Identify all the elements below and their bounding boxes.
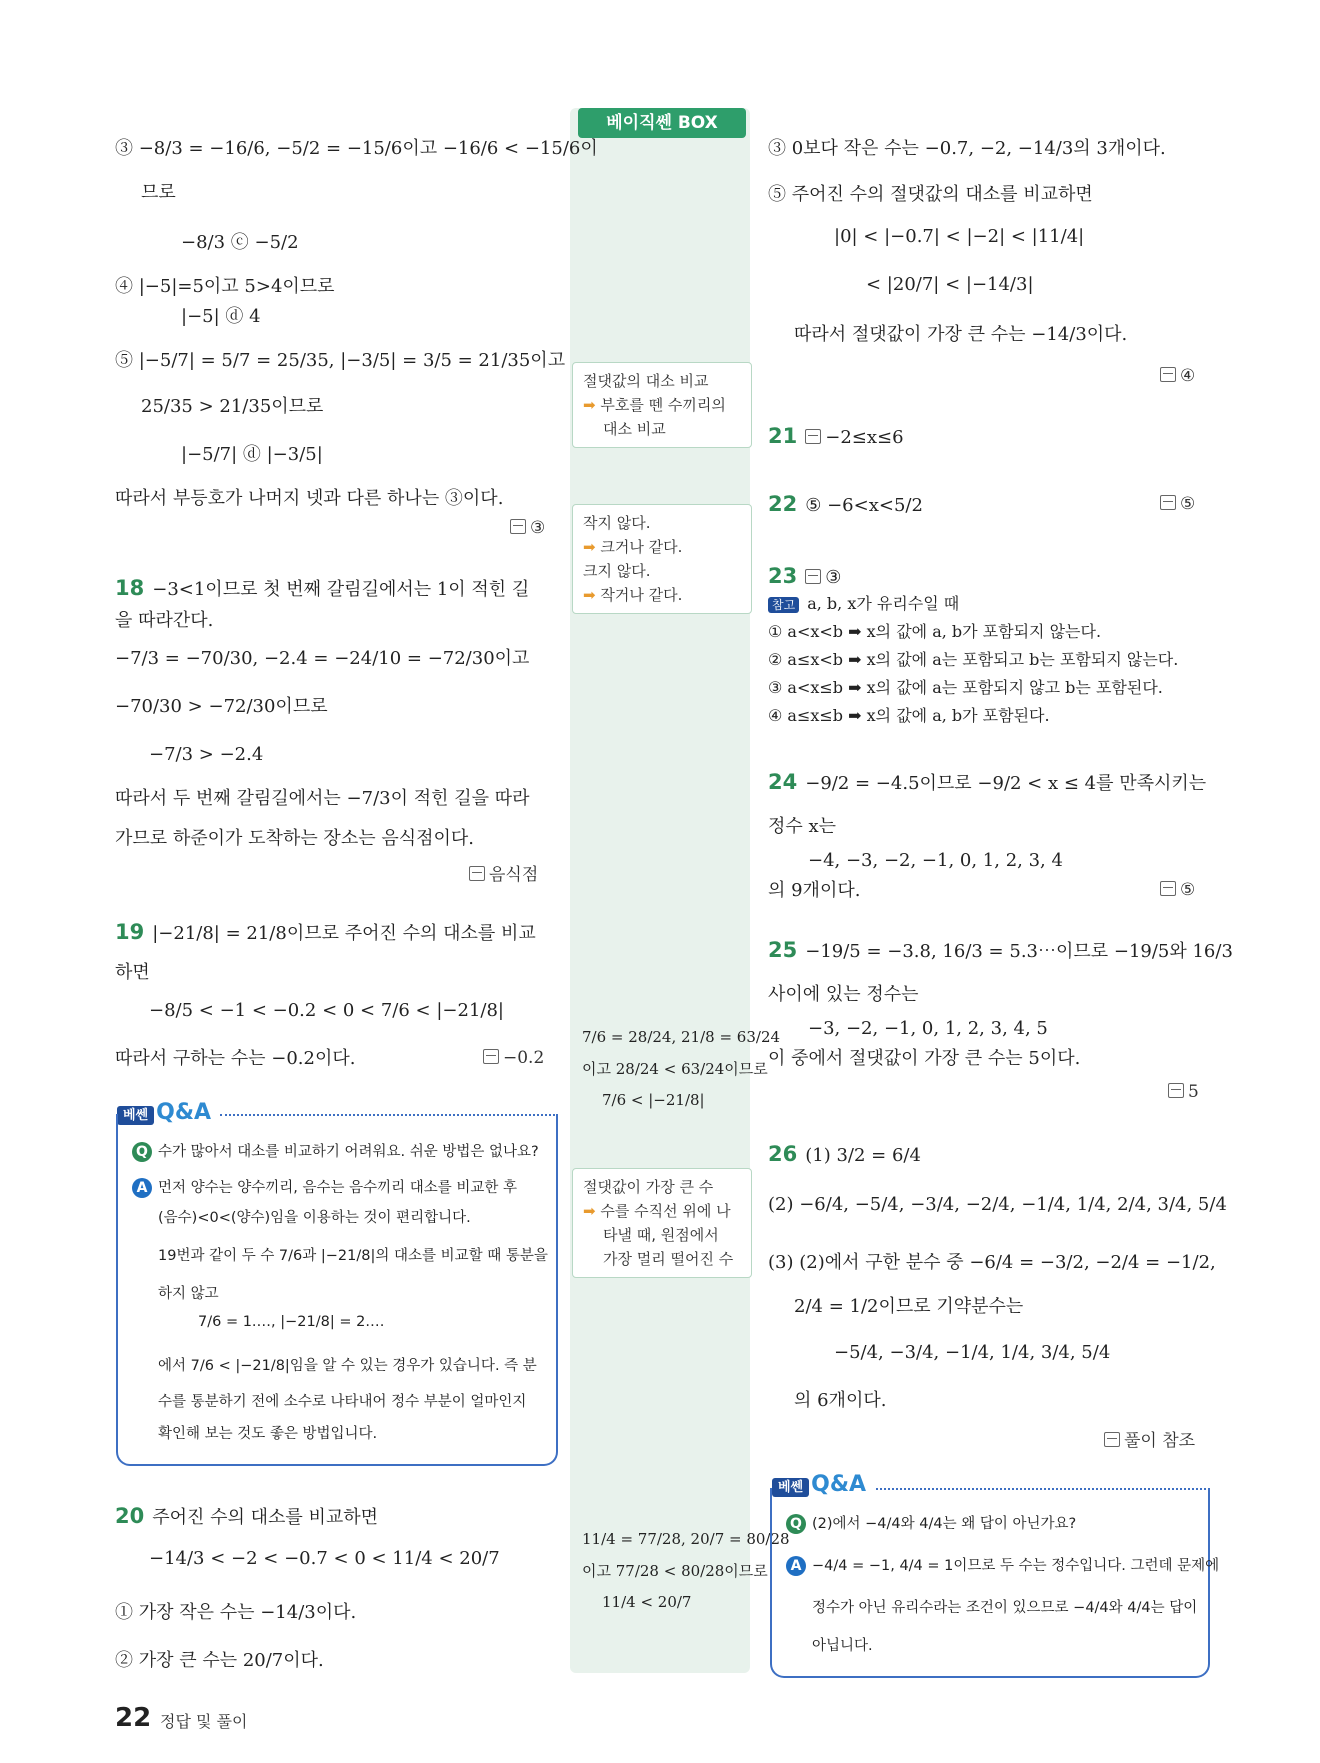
qa-box — [116, 1114, 558, 1466]
qa-question: Q (2)에서 −4/4와 4/4는 왜 답이 아닌가요? — [786, 1512, 1076, 1534]
solution-line: ① 가장 작은 수는 −14/3이다. — [115, 1602, 357, 1623]
note-line: 작거나 같다. — [600, 586, 683, 604]
basic-box-column — [570, 108, 750, 1673]
reference-line: ③ a<x≤b ➡ x의 값에 a는 포함되지 않고 b는 포함된다. — [768, 678, 1163, 697]
answer-icon — [483, 1049, 499, 1064]
solution-line: ⑤ 주어진 수의 절댓값의 대소를 비교하면 — [768, 184, 1093, 205]
box-title: 베이직쎈 BOX — [578, 108, 746, 138]
solution-line: 의 6개이다. — [794, 1390, 887, 1411]
page-label: 정답 및 풀이 — [160, 1712, 248, 1731]
solution-line: 2/4 = 1/2이므로 기약분수는 — [794, 1296, 1024, 1317]
side-note-max-abs — [572, 1168, 752, 1278]
qa-answer-line: 아닙니다. — [812, 1638, 873, 1654]
solution-line: −7/3 > −2.4 — [149, 744, 264, 765]
qa-box — [770, 1488, 1220, 1678]
solution-line: 므로 — [141, 182, 176, 203]
qa-answer-line: 확인해 보는 것도 좋은 방법입니다. — [158, 1426, 378, 1442]
reference-line: ① a<x<b ➡ x의 값에 a, b가 포함되지 않는다. — [768, 622, 1102, 641]
calc-line: 11/4 = 77/28, 20/7 = 80/28 — [582, 1530, 790, 1548]
note-line: 절댓값의 대소 비교 — [583, 372, 709, 390]
answer-icon — [805, 569, 821, 584]
solution-line: |−5/7| ⓓ |−3/5| — [181, 444, 323, 465]
note-line: 크지 않다. — [583, 562, 651, 580]
qa-answer-line: 에서 7/6 < |−21/8|임을 알 수 있는 경우가 있습니다. 즉 분 — [158, 1358, 537, 1374]
note-line: 작지 않다. — [583, 514, 651, 532]
qa-question: Q 수가 많아서 대소를 비교하기 어려워요. 쉬운 방법은 없나요? — [132, 1140, 539, 1162]
calc-line: 이고 77/28 < 80/28이므로 — [582, 1562, 768, 1580]
answer-icon — [1160, 881, 1176, 896]
solution-line: 을 따라간다. — [115, 610, 214, 631]
solution-line: |0| < |−0.7| < |−2| < |11/4| — [834, 226, 1085, 247]
solution-line: (3) (2)에서 구한 분수 중 −6/4 = −3/2, −2/4 = −1/2, — [768, 1252, 1216, 1273]
calc-line: 11/4 < 20/7 — [602, 1593, 692, 1611]
solution-line: 하면 — [115, 962, 150, 983]
question-22: 22 ⑤ −6<x<5/2 — [768, 492, 923, 516]
page-number: 22 — [115, 1703, 152, 1733]
qa-answer-line: 정수가 아닌 유리수라는 조건이 있으므로 −4/4와 4/4는 답이 — [812, 1600, 1198, 1616]
calc-line: 이고 28/24 < 63/24이므로 — [582, 1060, 768, 1078]
side-calc-19 — [582, 1028, 780, 1109]
note-line: 수를 수직선 위에 나 — [600, 1202, 731, 1220]
answer: ③ — [510, 518, 545, 538]
solution-line: 가므로 하준이가 도착하는 장소는 음식점이다. — [115, 828, 474, 849]
note-line: 절댓값이 가장 큰 수 — [583, 1178, 714, 1196]
solution-line: (2) −6/4, −5/4, −3/4, −2/4, −1/4, 1/4, 2/4, 3/4, 5/4 — [768, 1194, 1227, 1215]
solution-line: ④ |−5|=5이고 5>4이므로 — [115, 276, 335, 297]
solution-line: 이 중에서 절댓값이 가장 큰 수는 5이다. — [768, 1048, 1081, 1069]
answer: ⑤ — [1160, 880, 1195, 900]
answer-icon — [469, 866, 485, 881]
solution-line: −14/3 < −2 < −0.7 < 0 < 11/4 < 20/7 — [149, 1548, 500, 1569]
solution-line: 의 9개이다. — [768, 880, 861, 901]
answer: 풀이 참조 — [1104, 1426, 1195, 1451]
question-24: 24 −9/2 = −4.5이므로 −9/2 < x ≤ 4를 만족시키는 — [768, 770, 1207, 794]
solution-line: −7/3 = −70/30, −2.4 = −24/10 = −72/30이고 — [115, 648, 530, 669]
solution-line: 25/35 > 21/35이므로 — [141, 396, 324, 417]
solution-line: 따라서 두 번째 갈림길에서는 −7/3이 적힌 길을 따라 — [115, 788, 530, 809]
solution-line: −5/4, −3/4, −1/4, 1/4, 3/4, 5/4 — [834, 1342, 1111, 1363]
solution-line: ② 가장 큰 수는 20/7이다. — [115, 1650, 324, 1671]
note-line: 대소 비교 — [603, 420, 666, 438]
qa-answer: A 먼저 양수는 양수끼리, 음수는 음수끼리 대소를 비교한 후 — [132, 1176, 517, 1198]
reference-note: 참고 a, b, x가 유리수일 때 — [768, 594, 959, 613]
note-line: 크거나 같다. — [600, 538, 683, 556]
qa-answer-line: 하지 않고 — [158, 1286, 219, 1302]
solution-line: < |20/7| < |−14/3| — [866, 274, 1034, 295]
question-21: 21 −2≤x≤6 — [768, 424, 904, 448]
arrow-icon: ➡ — [583, 1202, 596, 1220]
solution-line: −70/30 > −72/30이므로 — [115, 696, 328, 717]
solution-line: 따라서 절댓값이 가장 큰 수는 −14/3이다. — [794, 324, 1128, 345]
answer: ④ — [1160, 366, 1195, 386]
question-18: 18 −3<1이므로 첫 번째 갈림길에서는 1이 적힌 길 — [115, 576, 530, 600]
solution-line: 따라서 부등호가 나머지 넷과 다른 하나는 ③이다. — [115, 488, 504, 509]
question-20: 20 주어진 수의 대소를 비교하면 — [115, 1504, 379, 1528]
qa-badge: 베쎈 Q&A — [772, 1472, 866, 1497]
side-note-inequality-words — [572, 504, 752, 614]
side-calc-20 — [582, 1530, 790, 1611]
side-note-abs-compare — [572, 362, 752, 448]
calc-line: 7/6 < |−21/8| — [602, 1091, 705, 1109]
answer: ⑤ — [1160, 494, 1195, 514]
question-19: 19 |−21/8| = 21/8이므로 주어진 수의 대소를 비교 — [115, 920, 536, 944]
solution-line: |−5| ⓓ 4 — [181, 306, 261, 327]
answer: 5 — [1168, 1082, 1199, 1102]
answer-icon — [1104, 1432, 1120, 1447]
arrow-icon: ➡ — [583, 586, 596, 604]
answer-icon — [1160, 495, 1176, 510]
question-26: 26 (1) 3/2 = 6/4 — [768, 1142, 921, 1166]
solution-line: ⑤ |−5/7| = 5/7 = 25/35, |−3/5| = 3/5 = 21/35이고 — [115, 350, 566, 371]
answer-icon — [1160, 367, 1176, 382]
solution-line: −3, −2, −1, 0, 1, 2, 3, 4, 5 — [808, 1018, 1048, 1039]
solution-line: −8/3 ⓒ −5/2 — [181, 232, 299, 253]
answer-icon — [805, 429, 821, 444]
answer: −0.2 — [483, 1048, 544, 1068]
answer: 음식점 — [469, 860, 538, 885]
reference-line: ④ a≤x≤b ➡ x의 값에 a, b가 포함된다. — [768, 706, 1050, 725]
reference-line: ② a≤x<b ➡ x의 값에 a는 포함되고 b는 포함되지 않는다. — [768, 650, 1179, 669]
note-line: 부호를 뗀 수끼리의 — [600, 396, 726, 414]
solution-line: ③ 0보다 작은 수는 −0.7, −2, −14/3의 3개이다. — [768, 138, 1166, 159]
answer-icon — [1168, 1083, 1184, 1098]
solution-line: 정수 x는 — [768, 816, 837, 837]
arrow-icon: ➡ — [583, 538, 596, 556]
question-25: 25 −19/5 = −3.8, 16/3 = 5.3⋯이므로 −19/5와 16/3 — [768, 938, 1233, 962]
qa-answer: A −4/4 = −1, 4/4 = 1이므로 두 수는 정수입니다. 그런데 문제에 — [786, 1554, 1219, 1576]
answer-icon — [510, 519, 526, 534]
qa-answer-line: 19번과 같이 두 수 7/6과 |−21/8|의 대소를 비교할 때 통분을 — [158, 1248, 548, 1264]
qa-answer-line: (음수)<0<(양수)임을 이용하는 것이 편리합니다. — [158, 1210, 471, 1226]
solution-line: ③ −8/3 = −16/6, −5/2 = −15/6이고 −16/6 < −15/6이 — [115, 138, 598, 159]
solution-line: −8/5 < −1 < −0.2 < 0 < 7/6 < |−21/8| — [149, 1000, 504, 1021]
qa-badge: 베쎈 Q&A — [117, 1100, 211, 1125]
note-line: 가장 멀리 떨어진 수 — [603, 1250, 734, 1268]
qa-answer-line: 7/6 = 1.…, |−21/8| = 2.… — [198, 1314, 385, 1330]
note-line: 타낼 때, 원점에서 — [603, 1226, 719, 1244]
qa-answer-line: 수를 통분하기 전에 소수로 나타내어 정수 부분이 얼마인지 — [158, 1394, 527, 1410]
calc-line: 7/6 = 28/24, 21/8 = 63/24 — [582, 1028, 781, 1046]
question-23: 23 ③ — [768, 564, 842, 588]
solution-line: −4, −3, −2, −1, 0, 1, 2, 3, 4 — [808, 850, 1063, 871]
solution-line: 따라서 구하는 수는 −0.2이다. — [115, 1048, 356, 1069]
solution-line: 사이에 있는 정수는 — [768, 984, 919, 1005]
arrow-icon: ➡ — [583, 396, 596, 414]
